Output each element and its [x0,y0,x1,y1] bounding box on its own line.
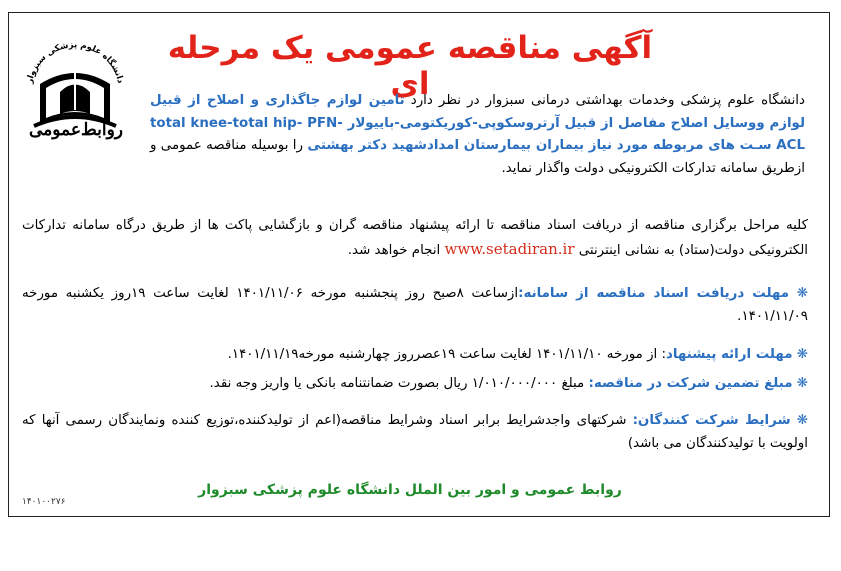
star-icon: ❋ [796,413,808,428]
intro-text: دانشگاه علوم پزشکی وخدمات بهداشتی درمانی سبزوار در نظر دارد [404,93,805,108]
process-text-end: انجام خواهد شد. [347,242,445,258]
notice-code: ۱۴۰۱۰۰۲۷۶ [22,497,66,507]
item-guarantee [22,373,808,396]
item-label: شرایط شرکت کنندگان: [632,413,791,428]
footer-signature: روابط عمومی و امور بین الملل دانشگاه علوم پزشکی سبزوار [198,482,622,498]
item-text: ازساعت ۸صبح روز پنجشنبه مورخه ۱۴۰۱/۱۱/۰۶ لغایت ساعت ۱۹روز یکشنبه مورخه ۱۴۰۱/۱۱/۰۹. [22,286,808,324]
setad-link[interactable]: www.setadiran.ir [444,239,575,258]
item-label: مبلغ تضمین شرکت در مناقصه: [588,376,793,391]
logo-caption: روابط‌عمومی [28,120,124,140]
item-label: مهلت ارائه پیشنهاد [666,347,793,362]
item-offer-deadline [22,344,808,367]
item-text: : از مورخه ۱۴۰۱/۱۱/۱۰ لغایت ساعت ۱۹عصرروز چهارشنبه مورخه۱۴۰۱/۱۱/۱۹. [227,347,667,362]
item-text: مبلغ ۱/۰۱۰/۰۰۰/۰۰۰ ریال بصورت ضمانتنامه بانکی یا واریز وجه نقد. [209,376,589,391]
star-icon: ❋ [796,376,808,391]
item-participants [22,410,808,455]
star-icon: ❋ [796,347,808,362]
svg-text:دانشگاه علوم پزشکی سبزوار: دانشگاه علوم پزشکی سبزوار [24,40,126,85]
star-icon: ❋ [796,286,808,301]
process-paragraph [22,215,808,262]
intro-paragraph [150,90,805,180]
item-document-deadline [22,283,808,328]
intro-text-end: را بوسیله مناقصه عمومی و ازطریق سامانه تدارکات الکترونیکی دولت واگذار نماید. [150,138,805,176]
intro-highlight: تامین لوازم جاگذاری و اصلاح از قبیل لوازم ووسایل اصلاح مفاصل از قبیل آرتروسکوپی-کوریکتومی-باییولار total knee-total hip- PFN-ACL سـت های مربوطه مورد نیاز بیماران بیمارستان امدادشهید دکتر بهشتی [150,93,805,153]
item-text: شرکتهای واجدشرایط برابر اسناد وشرایط مناقصه(اعم از تولیدکننده،توزیع کننده ونمایندگان رسمی آنها که اولویت با تولیدکنندگان می باشد) [22,413,808,451]
item-label: مهلت دریافت اسناد مناقصه از سامانه: [518,286,790,301]
process-text: کلیه مراحل برگزاری مناقصه از دریافت اسناد مناقصه تا ارائه پیشنهاد مناقصه گران و بازگشایی پاکت ها از طریق درگاه سامانه تدارکات الکترونیکی دولت(ستاد) به نشانی اینترنتی [22,218,808,258]
notice-title: آگهی مناقصه عمومی یک مرحله ای [167,30,653,102]
